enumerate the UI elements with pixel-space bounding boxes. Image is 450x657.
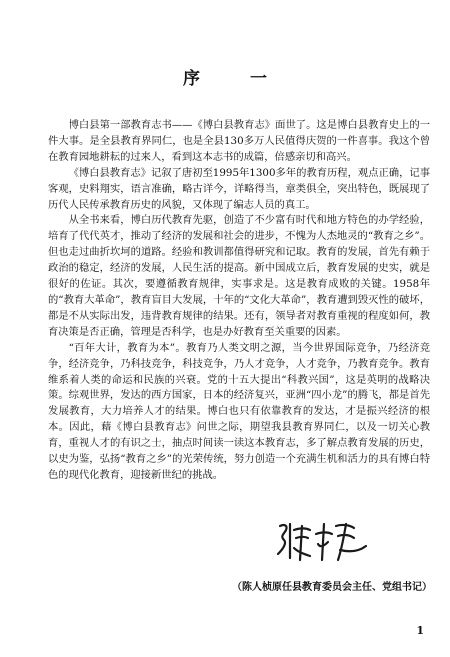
preface-body <box>48 118 430 484</box>
author-caption: （陈人桢原任县教育委员会主任、党组书记） <box>232 582 432 593</box>
paragraph-3: 从全书来看，博白历代教育先驱，创造了不少富有时代和地方特色的办学经验，培育了代代英才，推动了经济的发展和社会的进步，不愧为人杰地灵的“教育之乡”。但也走过曲折坎坷的道路。经验和教训都值得研究和记取。教育的发展，首先有赖于政治的稳定，经济的发展，人民生活的提高。新中国成立后，教育发展的史实，就是很好的佐证。其次，要遵循教育规律，实事求是。这是教育成败的关键。1958年的“教育大革命”，教育盲目大发展，十年的“文化大革命”，教育遭到毁灭性的破坏，都是不从实际出发，违背教育规律的结果。还有，领导者对教育重视的程度如何，教育决策是否正确，管理是否科学，也是办好教育至关重要的因素。 <box>48 214 430 338</box>
paragraph-2: 《博白县教育志》记叙了唐初至1995年1300多年的教育历程，观点正确，记事客观，史料翔实，语言准确，略古详今，详略得当，章类俱全，突出特色，既展现了历代人民传承教育历史的风貌，又体现了编志人员的真工。 <box>48 166 430 211</box>
paragraph-1: 博白县第一部教育志书——《博白县教育志》面世了。这是博白县教育史上的一件大事。是全县教育界同仁，也是全县130多万人民值得庆贺的一件喜事。我这个曾在教育园地耕耘的过来人，看到这本志书的成篇，倍感亲切和高兴。 <box>48 119 430 163</box>
handwritten-signature-icon <box>268 516 378 566</box>
paragraph-4: “百年大计，教育为本”。教育乃人类文明之源，当今世界国际竞争，乃经济竞争，经济竞争，乃科技竞争，科技竞争，乃人才竞争，人才竞争，乃教育竞争。教育维系着人类的命运和民族的兴衰。党的十五大提出“科教兴国”，这是英明的战略决策。综观世界，发达的西方国家，日本的经济复兴，亚洲“四小龙”的腾飞，都是首先发展教育，大力培养人才的结果。博白也只有依靠教育的发达，才是振兴经济的根本。因此，藉《博白县教育志》问世之际，期望我县教育界同仁，以及一切关心教育，重视人才的有识之士，抽点时间读一读这本教育志，多了解点教育发展的历史，以史为鉴，弘扬“教育之乡”的光荣传统，努力创造一个充满生机和活力的具有博白特色的现代化教育，迎接新世纪的挑战。 <box>48 341 430 481</box>
page-title: 序 一 <box>183 69 289 89</box>
page-number: 1 <box>416 624 424 637</box>
